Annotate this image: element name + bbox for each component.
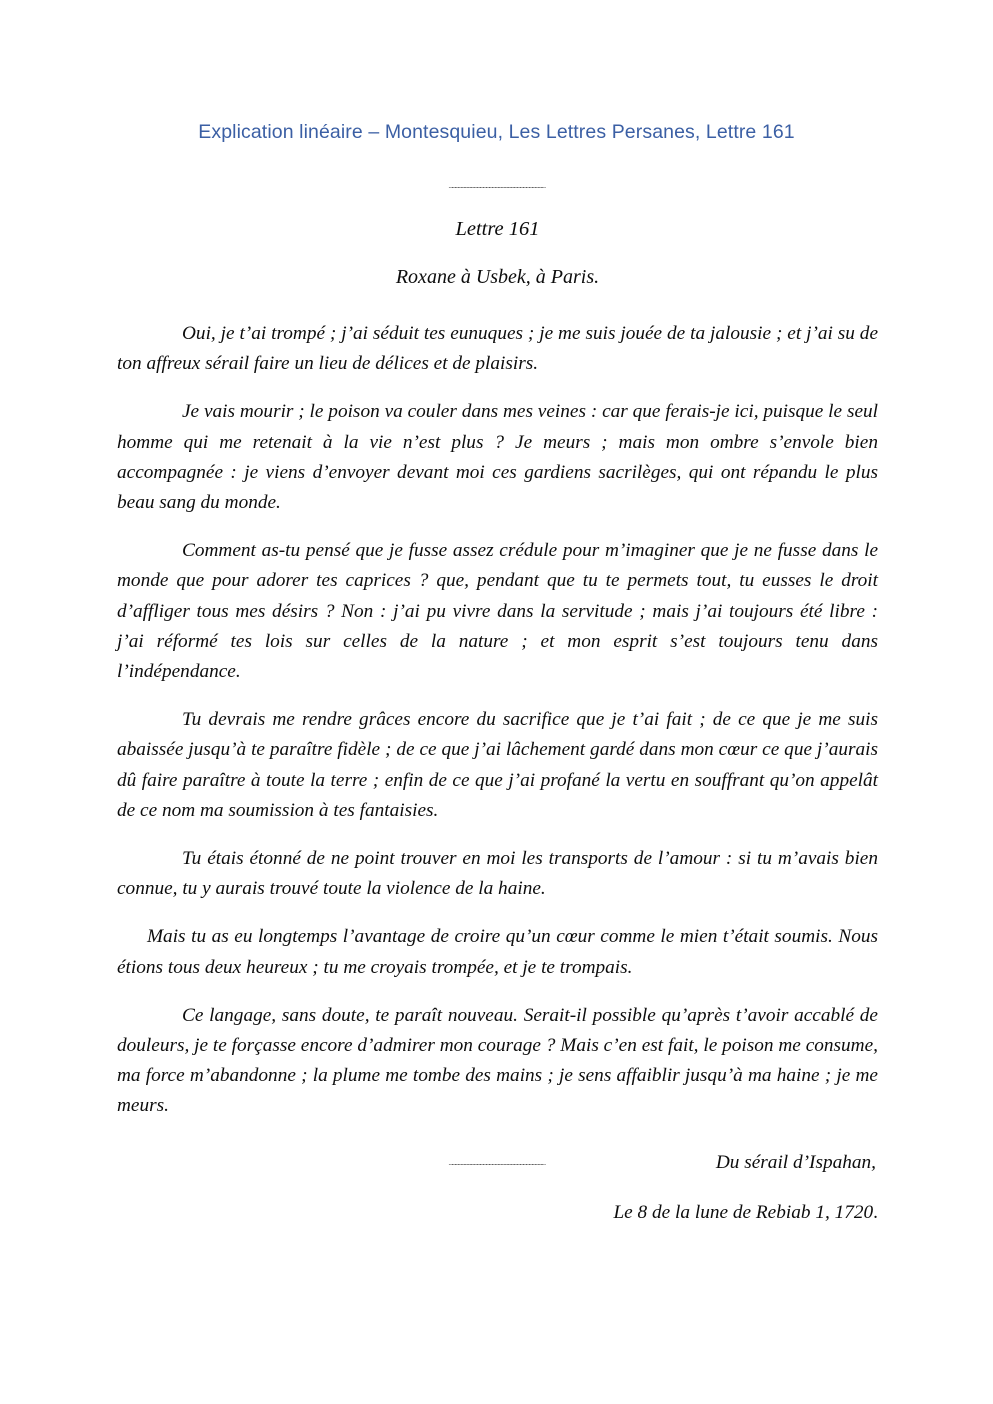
letter-body: [117, 214, 878, 1228]
closing-date-text: Le 8 de la lune de Rebiab 1, 1720: [613, 1201, 874, 1223]
letter-paragraph: Oui, je t’ai trompé ; j’ai séduit tes eunuques ; je me suis jouée de ta jalousie ; et j’ai su de ton affreux sérail faire un lieu de délices et de plaisirs.: [117, 323, 878, 375]
letter-closing: [117, 1148, 878, 1228]
letter-paragraph: Mais tu as eu longtemps l’avantage de croire qu’un cœur comme le mien t’était soumis. Nous étions tous deux heureux ; tu me croyais trompée, et je te trompais.: [117, 926, 878, 978]
letter-paragraph: Je vais mourir ; le poison va couler dans mes veines : car que ferais-je ici, puisque le seul homme qui me retenait à la vie n’est plus ? Je meurs ; mais mon ombre s’envole bien accompagnée : je viens d’envoyer devant moi ces gardiens sacrilèges, qui ont répandu le plus beau sang du monde.: [117, 401, 878, 514]
letter-paragraph: Tu devrais me rendre grâces encore du sacrifice que je t’ai fait ; de ce que je me suis abaissée jusqu’à te paraître fidèle ; de ce que j’ai lâchement gardé dans mon cœur ce que j’aurais dû faire paraître à toute la terre ; enfin de ce que j’ai profané la vertu en souffrant qu’on appelât de ce nom ma soumission à tes fantaisies.: [117, 709, 878, 821]
closing-place: Du sérail d’Ispahan,: [715, 1151, 876, 1173]
letter-paragraph: Comment as-tu pensé que je fusse assez crédule pour m’imaginer que je ne fusse dans le monde que pour adorer tes caprices ? que, pendant que tu te permets tout, tu eusses le droit d’affliger tous mes désirs ? Non : j’ai pu vivre dans la servitude ; mais j’ai toujours été libre : j’ai réformé tes lois sur celles de la nature ; et mon esprit s’est toujours tenu dans l’indépendance.: [117, 540, 878, 683]
divider-top: ~~~~~~~~~~~~~~~~~~~~~~~~~~~~~~~: [448, 184, 545, 190]
letter-recipient: Roxane à Usbek, à Paris.: [395, 266, 600, 288]
divider-bottom: ~~~~~~~~~~~~~~~~~~~~~~~~~~~~~~~: [448, 1161, 545, 1167]
letter-heading: Lettre 161: [455, 218, 540, 240]
letter-paragraph: Ce langage, sans doute, te paraît nouveau. Serait-il possible qu’après t’avoir accablé de douleurs, je te forçasse encore d’admirer mon courage ? Mais c’en est fait, le poison me consume, ma force m’abandonne ; la plume me tombe des mains ; je sens affaiblir jusqu’à ma haine ; je me meurs.: [117, 1004, 878, 1117]
closing-date: [117, 1198, 878, 1228]
letter-paragraph: Tu étais étonné de ne point trouver en moi les transports de l’amour : si tu m’avais bien connue, tu y aurais trouvé toute la violence de la haine.: [117, 848, 878, 900]
closing-date-period: .: [873, 1201, 878, 1223]
page-title: Explication linéaire – Montesquieu, Les Lettres Persanes, Lettre 161: [198, 121, 795, 143]
